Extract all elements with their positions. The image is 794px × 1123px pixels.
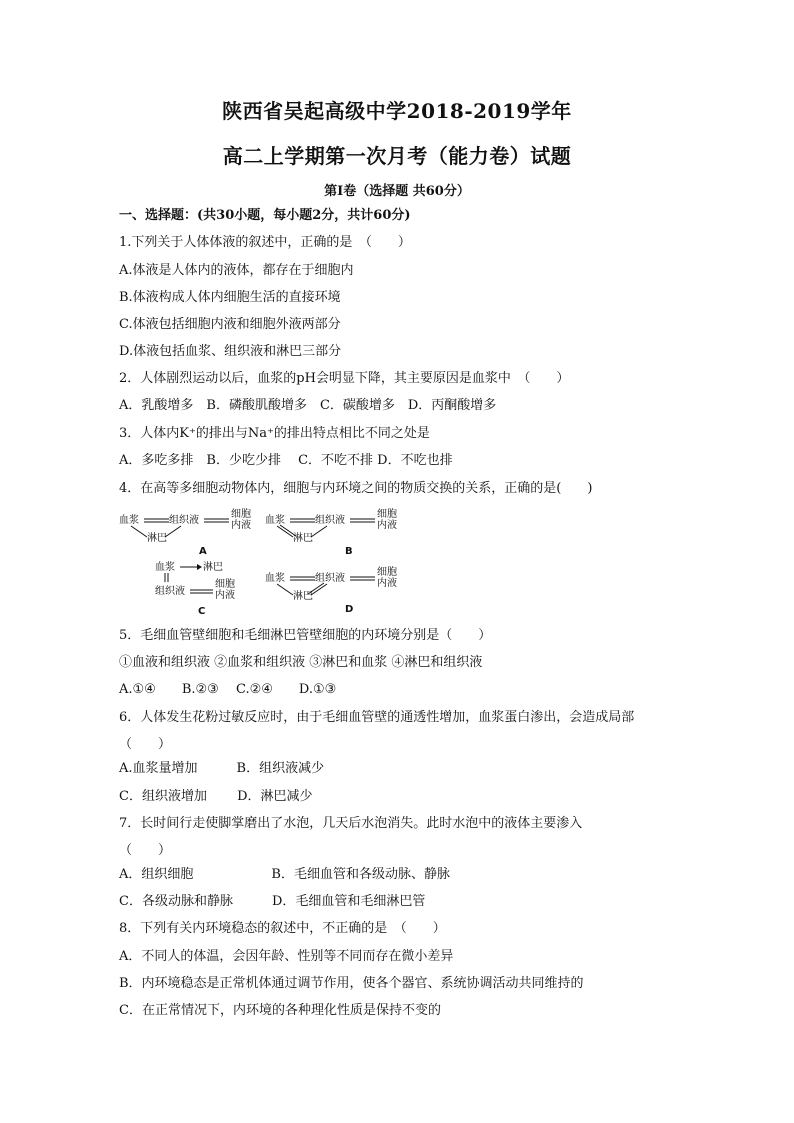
diagram-a (119, 508, 259, 558)
diagram-b-plasma: 血浆 (265, 515, 285, 526)
question-6-bracket: （ ） (119, 737, 172, 752)
diagram-a-caption: A (199, 546, 207, 557)
diagram-d-lymph: 淋巴 (293, 591, 313, 602)
diagram-c-cell-fluid-2: 内液 (215, 590, 235, 601)
question-4-stem: 4．在高等多细胞动物体内，细胞与内环境之间的物质交换的关系，正确的是( ) (119, 481, 593, 496)
diagram-a-cell-fluid-1: 细胞 (231, 509, 251, 520)
section-heading: 一、选择题：(共30小题，每小题2分，共计60分) (119, 208, 411, 223)
diagram-a-tissue-fluid: 组织液 (169, 515, 199, 526)
diagram-d-caption: D (345, 604, 354, 615)
diagram-a-plasma: 血浆 (119, 515, 139, 526)
diagram-d (265, 566, 405, 616)
diagram-c-plasma: 血浆 (155, 562, 175, 573)
diagram-b (265, 508, 405, 558)
question-8-option-a: A．不同人的体温，会因年龄、性别等不同而存在微小差异 (119, 949, 454, 964)
question-6-options-cd: C．组织液增加 D．淋巴减少 (119, 789, 313, 804)
question-8-option-c: C．在正常情况下，内环境的各种理化性质是保持不变的 (119, 1003, 441, 1018)
exam-title-line1: 陕西省吴起高级中学2018-2019学年 (222, 99, 572, 123)
question-5-options: A.①④ B.②③ C.②④ D.①③ (119, 682, 337, 697)
diagram-b-lymph: 淋巴 (293, 533, 313, 544)
question-1-option-a: A.体液是人体内的液体，都存在于细胞内 (119, 263, 354, 278)
question-3-options: A．多吃多排 B．少吃少排 C．不吃不排 D．不吃也排 (119, 453, 453, 468)
question-7-options-cd: C．各级动脉和静脉 D．毛细血管和毛细淋巴管 (119, 894, 426, 909)
question-1-option-c: C.体液包括细胞内液和细胞外液两部分 (119, 317, 341, 332)
question-8-stem: 8．下列有关内环境稳态的叙述中，不正确的是 （ ） (119, 921, 446, 936)
diagram-c-tissue-fluid: 组织液 (155, 586, 185, 597)
section-title: 第Ⅰ卷（选择题 共60分） (324, 184, 470, 199)
diagram-b-tissue-fluid: 组织液 (315, 515, 345, 526)
diagram-c (155, 560, 265, 618)
question-1-option-d: D.体液包括血浆、组织液和淋巴三部分 (119, 344, 342, 359)
question-5-choices: ①血液和组织液 ②血浆和组织液 ③淋巴和血浆 ④淋巴和组织液 (119, 655, 483, 670)
diagram-c-cell-fluid-1: 细胞 (215, 579, 235, 590)
diagram-d-tissue-fluid: 组织液 (315, 573, 345, 584)
question-7-options-ab: A．组织细胞 B．毛细血管和各级动脉、静脉 (119, 867, 450, 882)
question-6-stem: 6．人体发生花粉过敏反应时，由于毛细血管壁的通透性增加，血浆蛋白渗出，会造成局部 (119, 710, 635, 725)
exam-title-line2: 高二上学期第一次月考（能力卷）试题 (222, 144, 572, 168)
diagram-b-cell-fluid-2: 内液 (377, 520, 397, 531)
question-2-stem: 2．人体剧烈运动以后，血浆的pH会明显下降，其主要原因是血浆中 （ ） (119, 371, 570, 386)
diagram-d-cell-fluid-2: 内液 (377, 578, 397, 589)
diagram-d-plasma: 血浆 (265, 573, 285, 584)
diagram-a-cell-fluid-2: 内液 (231, 520, 251, 531)
question-7-stem: 7．长时间行走使脚掌磨出了水泡，几天后水泡消失。此时水泡中的液体主要渗入 (119, 816, 583, 831)
question-3-stem: 3．人体内K⁺的排出与Na⁺的排出特点相比不同之处是 (119, 426, 430, 441)
question-8-option-b: B．内环境稳态是正常机体通过调节作用，使各个器官、系统协调活动共同维持的 (119, 976, 584, 991)
diagram-a-lymph: 淋巴 (147, 533, 167, 544)
question-6-options-ab: A.血浆量增加 B．组织液减少 (119, 761, 325, 776)
diagram-b-caption: B (345, 546, 353, 557)
diagram-c-caption: C (198, 606, 206, 617)
question-5-stem: 5．毛细血管壁细胞和毛细淋巴管壁细胞的内环境分别是（ ） (119, 628, 492, 643)
question-1-stem: 1.下列关于人体体液的叙述中，正确的是 （ ） (119, 235, 411, 250)
diagram-d-cell-fluid-1: 细胞 (377, 567, 397, 578)
question-7-bracket: （ ） (119, 843, 172, 858)
question-1-option-b: B.体液构成人体内细胞生活的直接环境 (119, 290, 341, 305)
diagram-b-cell-fluid-1: 细胞 (377, 509, 397, 520)
diagram-c-lymph: 淋巴 (203, 562, 223, 573)
question-2-options: A．乳酸增多 B．磷酸肌酸增多 C．碳酸增多 D．丙酮酸增多 (119, 398, 497, 413)
